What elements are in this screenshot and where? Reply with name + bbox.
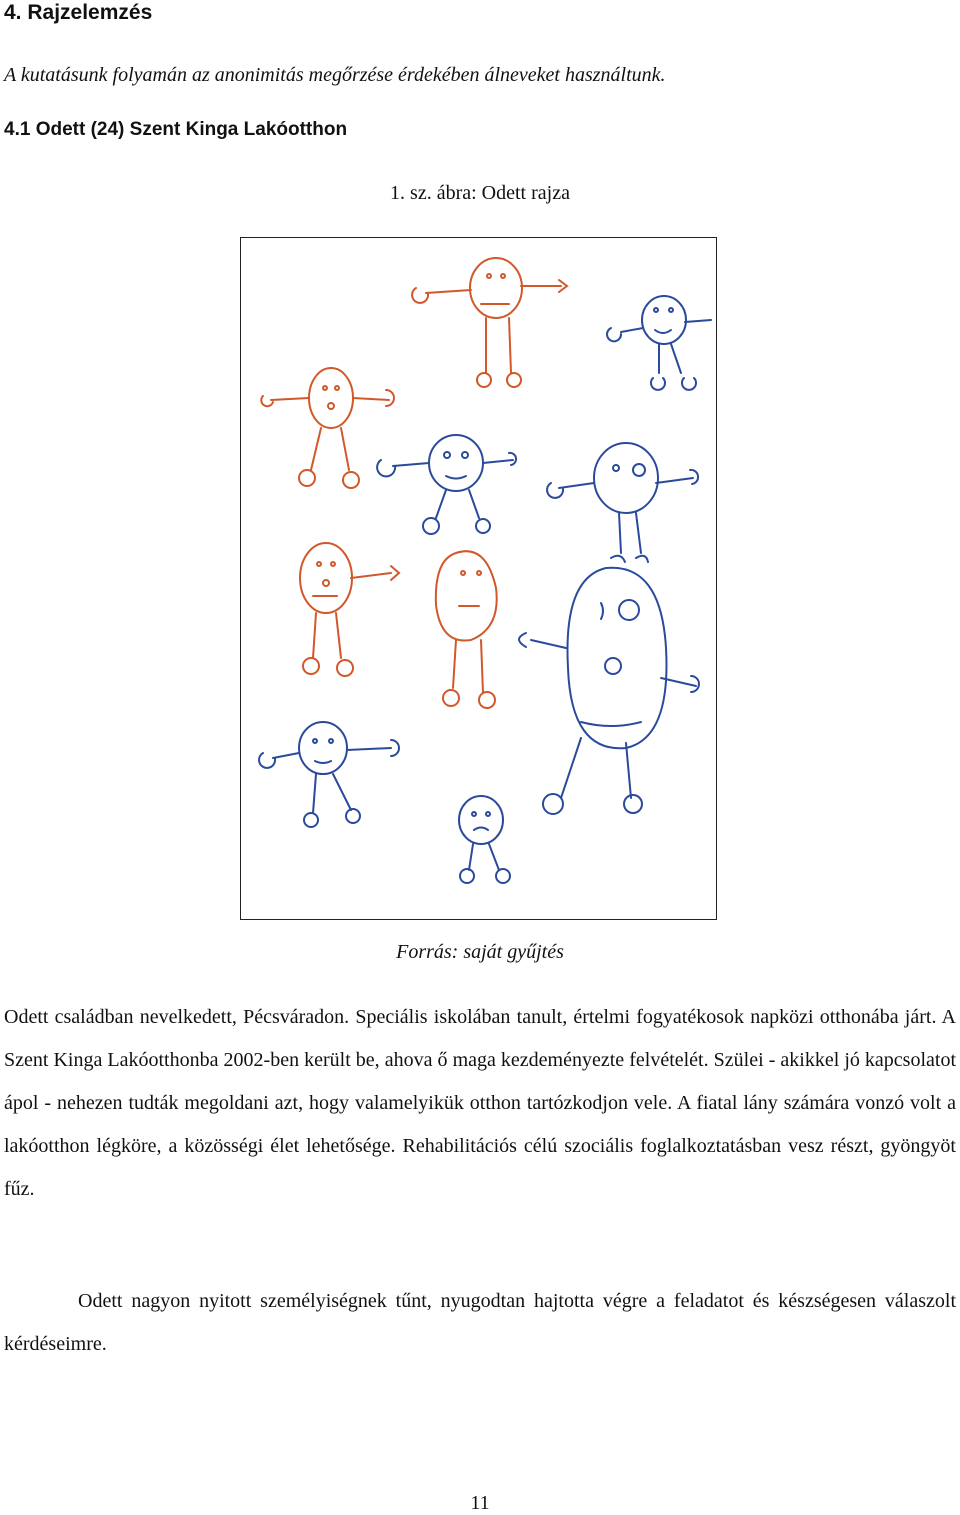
page-number: 11 [470,1492,490,1514]
drawing-figure-blue-4 [259,722,399,827]
drawing-figure-blue-3 [547,443,698,562]
drawing-figure-blue-2 [377,435,516,534]
drawing-figure-orange-3 [300,543,399,676]
drawing-figure-orange-1 [412,258,567,387]
figure-source: Forrás: saját gyűjtés [396,941,564,963]
drawing-figure-orange-4 [436,551,497,708]
figure-caption: 1. sz. ábra: Odett rajza [390,182,570,204]
paragraph-2: Odett nagyon nyitott személyiségnek tűnt, nyugodtan hajtotta végre a feladatot és készségesen válaszolt kérdéseimre. [4,1290,956,1355]
drawing-figure-blue-5 [459,796,510,883]
intro-note: A kutatásunk folyamán az anonimitás megőrzése érdekében álneveket használtunk. [4,64,666,86]
child-drawing [241,238,715,918]
paragraph-1: Odett családban nevelkedett, Pécsváradon. Speciális iskolában tanult, értelmi fogyatékosok napközi otthonába járt. A Szent Kinga Lakóotthonba 2002-ben került be, ahova ő maga kezdeményezte felvételét. Szülei - akikkel jó kapcsolatot ápol - nehezen tudták megoldani azt, hogy valamelyikük otthon tartózkodjon vele. A fiatal lány számára vonzó volt a lakóotthon légköre, a közösségi élet lehetősége. Rehabilitációs célú szociális foglalkoztatásban vesz részt, gyöngyöt fűz. [4,1006,956,1200]
drawing-figure [240,237,717,920]
drawing-figure-orange-2 [261,368,394,488]
subsection-title: 4.1 Odett (24) Szent Kinga Lakóotthon [4,119,348,140]
section-title: 4. Rajzelemzés [4,1,153,24]
drawing-figure-blue-1 [607,296,711,390]
drawing-figure-blue-big [519,568,699,814]
